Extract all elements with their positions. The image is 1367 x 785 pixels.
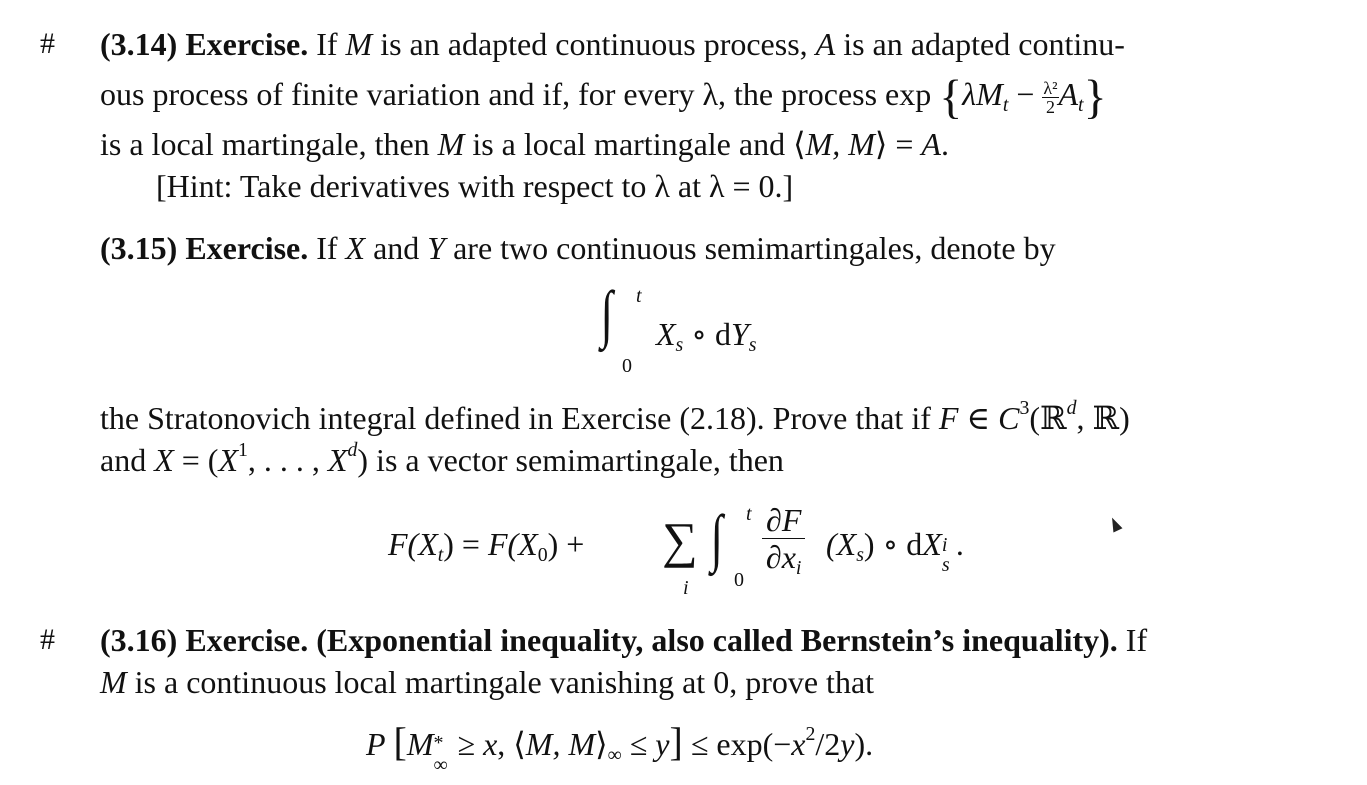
ex-3-14-line-2 [100,70,1107,124]
integral-sign: ∫ [600,278,613,349]
integrand [656,314,756,354]
text: If [1117,622,1148,658]
fraction-numerator: ∂F [762,502,805,539]
subscript: ∞ [607,743,622,766]
subscript: s [856,543,864,566]
sum-index: i [683,577,689,599]
text: are two continuous semimartingales, denote by [445,230,1056,266]
ex-3-16-line-1 [100,620,1147,660]
symbol: (X [826,526,857,562]
symbol: M [100,664,127,700]
text: is an adapted continu- [835,26,1125,62]
fraction [1042,79,1058,116]
operator: ) ∘ d [863,526,923,562]
text: ). [854,726,874,762]
text: , . . . , [247,442,328,478]
starred-marker: # [40,623,55,656]
text: is a local martingale and ⟨ [464,126,806,162]
partial-derivative [762,502,805,579]
text: ⟩ = [874,126,922,162]
subscript: i [795,556,802,579]
symbol: y [655,726,670,762]
operator: − [1008,76,1043,112]
operator: ≤ [621,726,656,762]
upper-limit: t [746,503,752,525]
symbol: ∂x [765,539,796,575]
subscript: ∞ [433,754,448,776]
symbol: M [406,726,434,762]
symbol: M [345,26,373,62]
ex-3-15-line-3 [100,440,784,480]
subscript: t [1002,93,1009,116]
superscript: 3 [1019,397,1030,420]
ex-3-14-hint: [Hint: Take derivatives with respect to λ at λ = 0.] [156,168,794,204]
ex-3-16-label: (3.16) Exercise. [100,622,309,658]
symbol: X [154,442,174,478]
symbol: Y [730,316,749,352]
text: . [940,126,949,162]
formula-tail [826,524,964,576]
operator: ≥ [449,726,484,762]
symbol: A [815,26,836,62]
script-pair [433,732,450,776]
superscript: 2 [805,723,816,746]
integral-sign: ∫ [710,502,723,573]
subscript: s [941,554,950,576]
symbol: X [922,526,942,562]
symbol: M [437,126,465,162]
text: ous process of finite variation and if, for every λ, the process exp [100,76,932,112]
text: /2 [815,726,841,762]
operator: ) = [443,526,488,562]
text: ⟩ [595,726,608,762]
text: is an adapted continuous process, [372,26,816,62]
superscript: d [1066,397,1077,420]
ex-3-15-line-2 [100,398,1130,438]
sum-sign: ∑ [662,512,698,568]
symbol: X [218,442,238,478]
symbol: X [656,316,676,352]
superscript: 1 [238,439,248,462]
brace: } [1083,70,1107,124]
symbol: A [921,126,941,162]
bracket: ] [669,719,683,764]
symbol: (X [407,526,438,562]
text: . [955,526,964,562]
formula-lhs [388,524,584,564]
text: If [316,230,346,266]
fraction-numerator: λ² [1043,78,1058,99]
fraction-denominator: 2 [1045,97,1055,118]
ex-3-14-label: (3.14) Exercise. [100,26,309,62]
text: and [100,442,155,478]
starred-marker: # [40,27,55,60]
symbol: A [1058,76,1079,112]
symbol: F [938,400,959,436]
text: (ℝ [1029,400,1067,436]
ex-3-14-line-3 [100,124,949,164]
ex-3-16-title: (Exponential inequality, also called Bernstein’s inequality). [316,622,1118,658]
subscript: s [675,333,684,356]
superscript: * [433,732,444,754]
operator: ) + [547,526,585,562]
script-pair [941,534,956,576]
subscript: t [1078,93,1084,116]
symbol: P [366,726,386,762]
symbol: M, M [805,126,875,162]
text: is a continuous local martingale vanishing at 0, prove that [126,664,875,700]
symbol: F [388,526,408,562]
stratonovich-integral [598,278,757,378]
ex-3-15-label: (3.15) Exercise. [100,230,309,266]
ito-stratonovich-formula [388,500,1028,600]
bernstein-inequality [366,719,874,776]
subscript: t [437,543,444,566]
text: is a local martingale, then [100,126,438,162]
symbol: x [791,726,806,762]
symbol: M, M [525,726,596,762]
brace: { [939,70,963,124]
mouse-cursor-icon [1108,516,1123,533]
subscript: 0 [537,543,548,566]
text: = ( [173,442,219,478]
ex-3-14-line-1 [100,24,1125,64]
subscript: s [748,333,757,356]
lower-limit: 0 [734,569,744,591]
symbol: C [998,400,1020,436]
text: , ⟨ [497,726,526,762]
text: ) is a vector semimartingale, then [357,442,784,478]
ex-3-16-line-2 [100,662,874,702]
symbol: λM [962,76,1003,112]
text: and [365,230,428,266]
superscript: i [941,534,948,556]
superscript: d [347,439,358,462]
symbol: F [487,526,508,562]
symbol: x [483,726,498,762]
symbol: X [345,230,366,266]
fraction-denominator [762,539,805,579]
operator: ∘ d [683,316,731,352]
text: the Stratonovich integral defined in Exercise (2.18). Prove that if [100,400,939,436]
symbol: y [840,726,855,762]
upper-limit: t [636,285,642,307]
lower-limit: 0 [622,355,632,377]
symbol: Y [427,230,446,266]
text: If [316,26,346,62]
bracket: [ [393,719,407,764]
text: ∈ [958,400,999,436]
symbol: X [327,442,348,478]
symbol: (X [507,526,538,562]
text: ≤ exp(− [682,726,792,762]
text: , ℝ) [1076,400,1130,436]
ex-3-15-line-1 [100,228,1056,268]
